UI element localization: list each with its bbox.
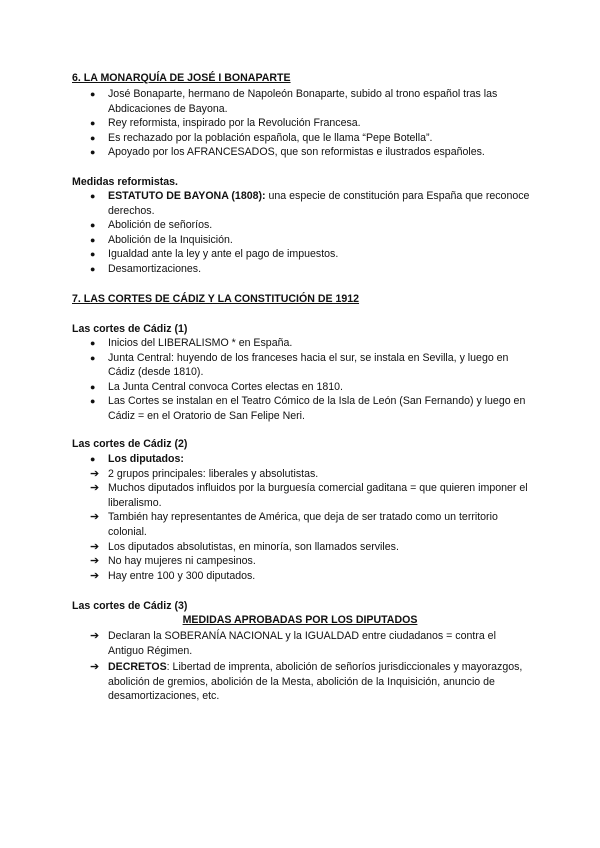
diputados-label: Los diputados: [108,453,184,465]
list-item: ● Apoyado por los AFRANCESADOS, que son reformistas e ilustrados españoles. [90,146,485,159]
list-item: ● Es rechazado por la población española, que le llama “Pepe Botella”. [90,131,433,144]
list-item: ● Junta Central: huyendo de los franceses hacia el sur, se instala en Sevilla, y luego en Cádiz (desde 1810). [90,351,509,379]
bullet-icon: ● [90,263,96,274]
bullet-icon: ● [90,118,96,129]
bullet-icon: ● [90,352,96,363]
arrow-icon: ➔ [90,555,100,568]
estatuto-label: ESTATUTO DE BAYONA (1808): [108,190,266,202]
section-6-heading: 6. LA MONARQUÍA DE JOSÉ I BONAPARTE [72,72,291,84]
arrow-icon: ➔ [90,569,100,582]
arrow-icon: ➔ [90,661,100,674]
medidas-aprobadas-subtitle: MEDIDAS APROBADAS POR LOS DIPUTADOS [182,614,418,626]
list-item: ● Abolición de la Inquisición. [90,233,233,246]
list-item [90,452,530,467]
bullet-icon: ● [90,381,96,392]
arrow-icon: ➔ [90,540,100,553]
list-item: ● José Bonaparte, hermano de Napoleón Bonaparte, subido al trono español tras las Abdicaciones de Bayona. [90,88,498,115]
cortes-3-heading: Las cortes de Cádiz (3) [72,600,188,612]
bullet-icon: ● [90,396,96,407]
list-item: ➔ Hay entre 100 y 300 diputados. [90,569,256,582]
list-item: ● ESTATUTO DE BAYONA (1808): una especie de constitución para España que reconoce derechos. [90,190,530,217]
bullet-icon: ● [90,191,96,201]
arrow-icon: ➔ [90,482,100,495]
section-7-heading: 7. LAS CORTES DE CÁDIZ Y LA CONSTITUCIÓN DE 1912 [72,293,360,305]
bullet-icon: ● [90,249,96,260]
list-item: ➔ No hay mujeres ni campesinos. [90,555,256,568]
list-item: ● Desamortizaciones. [90,262,202,275]
list-item: ● Rey reformista, inspirado por la Revolución Francesa. [90,117,361,130]
list-item: ➔ Muchos diputados influidos por la burguesía comercial gaditana = que quieren imponer el liberalismo. [90,482,528,509]
list-item: ➔ DECRETOS: Libertad de imprenta, abolición de señoríos jurisdiccionales y mayorazgos, abolición de gremios, abolición de la Mesta, abolición de la Inquisición, anuncio de desamortizaciones, etc. [90,661,523,703]
arrow-icon: ➔ [90,467,100,480]
bullet-icon: ● [90,220,96,231]
bullet-icon: ● [90,454,96,464]
arrow-icon: ➔ [90,511,100,524]
bullet-icon: ● [90,234,96,245]
arrow-icon: ➔ [90,630,100,642]
medidas-heading: Medidas reformistas. [72,176,178,188]
list-item: ● Abolición de señoríos. [90,219,213,232]
bullet-icon: ● [90,132,96,143]
list-item: ➔ 2 grupos principales: liberales y absolutistas. [90,467,319,480]
section-6-list [90,87,530,160]
cortes-2-heading: Las cortes de Cádiz (2) [72,438,188,450]
decretos-label: DECRETOS [108,661,167,674]
cortes-1-heading: Las cortes de Cádiz (1) [72,323,188,335]
list-item: ● Las Cortes se instalan en el Teatro Cómico de la Isla de León (San Fernando) y luego en Cádiz = en el Oratorio de San Felipe Neri. [90,395,526,422]
list-item: ● Inicios del LIBERALISMO * en España. [90,337,293,349]
cortes-3-list [90,629,530,704]
list-item: ➔ Declaran la SOBERANÍA NACIONAL y la IGUALDAD entre ciudadanos = contra el Antiguo Régimen. [90,630,496,657]
list-item: ● La Junta Central convoca Cortes electas en 1810. [90,380,343,393]
bullet-icon: ● [90,338,96,348]
bullet-icon: ● [90,89,96,99]
cortes-1-list [90,336,530,424]
list-item: ● Igualdad ante la ley y ante el pago de impuestos. [90,248,339,261]
medidas-list [90,189,530,277]
bullet-icon: ● [90,147,96,158]
list-item: ➔ También hay representantes de América, que deja de ser tratado como un territorio colonial. [90,511,498,538]
list-item: ➔ Los diputados absolutistas, en minoría, son llamados serviles. [90,540,399,553]
cortes-2-list [90,452,530,583]
